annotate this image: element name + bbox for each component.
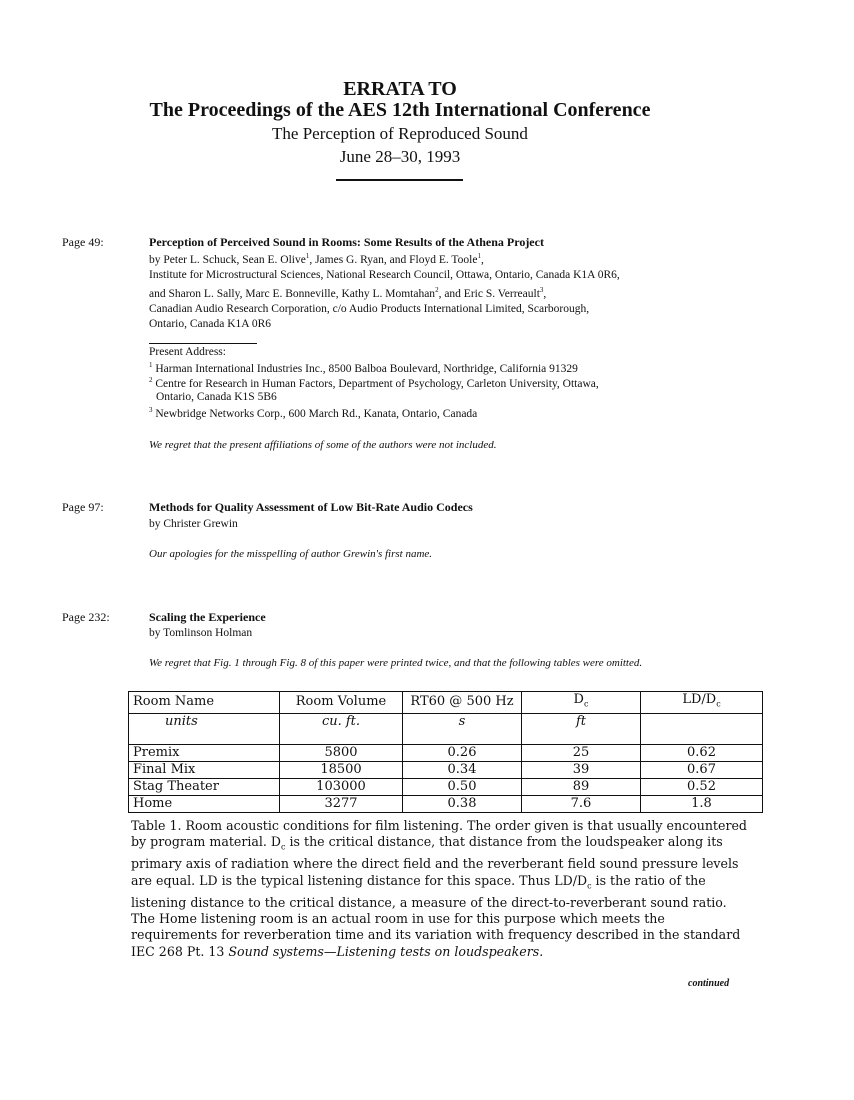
units-cell: units	[129, 713, 280, 744]
table-cell: 5800	[280, 744, 403, 761]
entry-page-49-affiliation-1: Institute for Microstructural Sciences, National Research Council, Ottawa, Ontario, Canada K1A 0R6,	[149, 269, 620, 281]
header-dc: $D_c$	[522, 692, 641, 714]
footnote-1: $^1$ Harman International Industries Inc., 8500 Balboa Boulevard, Northridge, California 91329	[149, 361, 578, 375]
continued-label: continued	[688, 978, 730, 989]
entry-page-49-title: Perception of Perceived Sound in Rooms: Some Results of the Athena Project	[149, 235, 544, 249]
entry-page-97-authors: by Christer Grewin	[149, 518, 238, 530]
entry-page-49-affiliation-2a: Canadian Audio Research Corporation, c/o Audio Products International Limited, Scarborough,	[149, 303, 590, 315]
header-rt60: RT60 @ 500 Hz	[403, 692, 522, 714]
conference-subtitle: The Perception of Reproduced Sound	[272, 124, 528, 143]
footnote-2-continued: Ontario, Canada K1S 5B6	[156, 391, 277, 403]
entry-page-97-title: Methods for Quality Assessment of Low Bit-Rate Audio Codecs	[149, 500, 473, 514]
table-header-row	[129, 692, 763, 714]
table-cell: 0.52	[641, 778, 763, 795]
entry-page-49-label: Page 49:	[62, 235, 104, 249]
entry-page-232-label: Page 232:	[62, 610, 110, 624]
table-cell: Final Mix	[129, 761, 280, 778]
table-cell: 0.38	[403, 795, 522, 812]
conference-dates: June 28–30, 1993	[339, 147, 461, 166]
table-units-row	[129, 713, 763, 744]
table-cell: 25	[522, 744, 641, 761]
table-cell: Stag Theater	[129, 778, 280, 795]
table-row	[129, 778, 763, 795]
table-cell: 89	[522, 778, 641, 795]
table-row	[129, 795, 763, 812]
conference-title: The Proceedings of the AES 12th International Conference	[149, 99, 651, 121]
table-cell: Premix	[129, 744, 280, 761]
table-cell: 1.8	[641, 795, 763, 812]
header-ld-dc: $LD/D_c$	[641, 692, 763, 714]
entry-page-49-authors: by Peter L. Schuck, Sean E. Olive$^1$, James G. Ryan, and Floyd E. Toole$^1$,	[149, 252, 484, 266]
errata-title: ERRATA TO	[343, 78, 457, 100]
table-cell: Home	[129, 795, 280, 812]
header-room-volume: Room Volume	[280, 692, 403, 714]
header-room-name: Room Name	[129, 692, 280, 714]
table-row	[129, 744, 763, 761]
table-cell: 39	[522, 761, 641, 778]
table-cell: 0.62	[641, 744, 763, 761]
entry-page-232-title: Scaling the Experience	[149, 610, 266, 624]
table-row	[129, 761, 763, 778]
footnote-2: $^2$ Centre for Research in Human Factors, Department of Psychology, Carleton University, Ottawa,	[149, 376, 599, 390]
units-cell: s	[403, 713, 522, 744]
room-conditions-table	[128, 691, 763, 813]
title-divider	[336, 179, 463, 181]
entry-page-49-affiliation-2b: Ontario, Canada K1A 0R6	[149, 318, 272, 330]
table-cell: 0.50	[403, 778, 522, 795]
table-cell: 0.26	[403, 744, 522, 761]
table-caption: Table 1. Room acoustic conditions for film listening. The order given is that usually encountered by program material. $D_c$ is the critical distance, that distance from the loudspeaker along its primary axis of radiation where the direct field and the reverberant field sound pressure levels are equal. LD is the typical listening distance for this space. Thus $LD/D_c$ is the ratio of the listening distance to the critical distance, a measure of the direct-to-reverberant sound ratio. The Home listening room is an actual room in use for this purpose which meets the requirements for reverberation time and its variation with frequency described in the standard IEC 268 Pt. 13 Sound systems—Listening tests on loudspeakers.	[131, 818, 747, 959]
table-cell: 103000	[280, 778, 403, 795]
entry-page-97-label: Page 97:	[62, 500, 104, 514]
entry-page-232-note: We regret that Fig. 1 through Fig. 8 of this paper were printed twice, and that the following tables were omitted.	[149, 657, 643, 669]
table-cell: 7.6	[522, 795, 641, 812]
table-cell: 0.34	[403, 761, 522, 778]
units-cell	[641, 713, 763, 744]
units-cell: cu. ft.	[280, 713, 403, 744]
footnote-3: $^3$ Newbridge Networks Corp., 600 March Rd., Kanata, Ontario, Canada	[149, 406, 478, 420]
footnote-separator	[149, 343, 257, 344]
entry-page-97-note: Our apologies for the misspelling of author Grewin's first name.	[149, 548, 433, 560]
table-cell: 3277	[280, 795, 403, 812]
units-cell: ft	[522, 713, 641, 744]
table-cell: 18500	[280, 761, 403, 778]
entry-page-49-authors-2: and Sharon L. Sally, Marc E. Bonneville, Kathy L. Momtahan$^2$, and Eric S. Verreault$^3$,	[149, 286, 547, 300]
entry-page-49-note: We regret that the present affiliations of some of the authors were not included.	[149, 439, 497, 451]
entry-page-232-authors: by Tomlinson Holman	[149, 627, 253, 639]
table-cell: 0.67	[641, 761, 763, 778]
present-address-label: Present Address:	[149, 346, 226, 358]
